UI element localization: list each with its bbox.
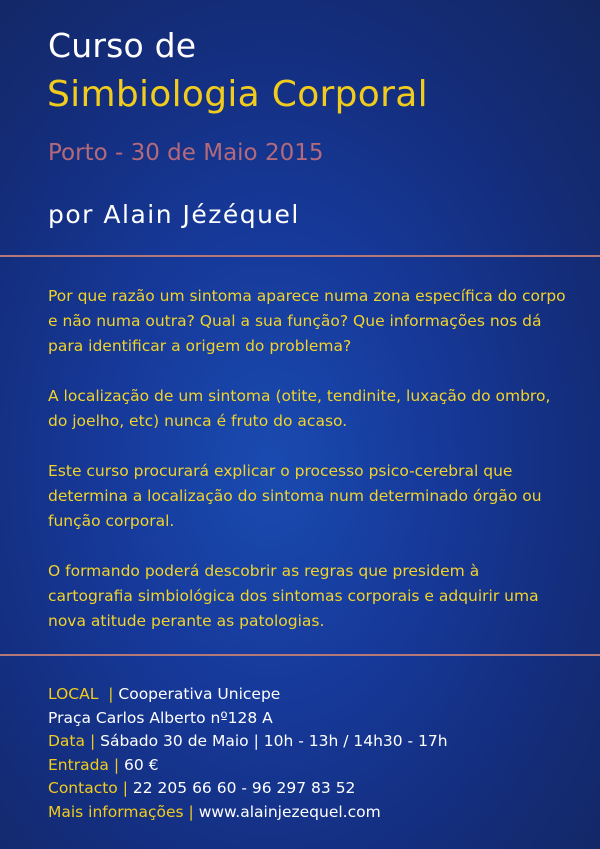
- paragraph-1: Por que razão um sintoma aparece numa zona específica do corpo e não numa outra? Qual a sua função? Que informações nos dá para identificar a origem do problema?: [48, 287, 566, 355]
- more-info-label: Mais informações: [48, 802, 184, 821]
- divider-top: [0, 255, 600, 257]
- separator: |: [108, 685, 114, 703]
- description-text: [48, 284, 568, 659]
- event-subtitle: Porto - 30 de Maio 2015: [48, 140, 324, 166]
- paragraph-4: O formando poderá descobrir as regras que presidem à cartografia simbiológica dos sintomas corporais e adquirir uma nova atitude perante as patologias.: [48, 562, 539, 630]
- info-row-more: [48, 801, 568, 825]
- event-info: [48, 683, 568, 824]
- info-row-address: [48, 707, 568, 731]
- local-label: LOCAL: [48, 685, 99, 703]
- info-row-price: [48, 754, 568, 778]
- separator: |: [113, 755, 120, 774]
- price-label: Entrada: [48, 755, 109, 774]
- info-row-date: [48, 730, 568, 754]
- separator: |: [188, 802, 194, 821]
- local-value: Cooperativa Unicepe: [118, 685, 281, 703]
- website-link[interactable]: www.alainjezequel.com: [198, 802, 381, 821]
- title-line-1: Curso de: [48, 26, 197, 65]
- info-row-contact: [48, 777, 568, 801]
- date-label: Data: [48, 732, 86, 750]
- contact-value: 22 205 66 60 - 96 297 83 52: [132, 779, 356, 797]
- separator: |: [122, 779, 128, 797]
- title-line-2: Simbiologia Corporal: [47, 74, 428, 115]
- price-value: 60 €: [124, 755, 159, 774]
- info-row-local: [48, 683, 568, 707]
- paragraph-3: Este curso procurará explicar o processo psico-cerebral que determina a localização do sintoma num determinado órgão ou função corporal.: [48, 462, 542, 530]
- divider-bottom: [0, 654, 600, 656]
- separator: |: [89, 732, 96, 750]
- contact-label: Contacto: [48, 779, 118, 797]
- author-line: por Alain Jézéquel: [48, 200, 300, 229]
- address-value: Praça Carlos Alberto nº128 A: [48, 708, 273, 727]
- paragraph-2: A localização de um sintoma (otite, tendinite, luxação do ombro, do joelho, etc) nunca é fruto do acaso.: [48, 387, 551, 430]
- date-value: Sábado 30 de Maio | 10h - 13h / 14h30 - 17h: [100, 732, 448, 750]
